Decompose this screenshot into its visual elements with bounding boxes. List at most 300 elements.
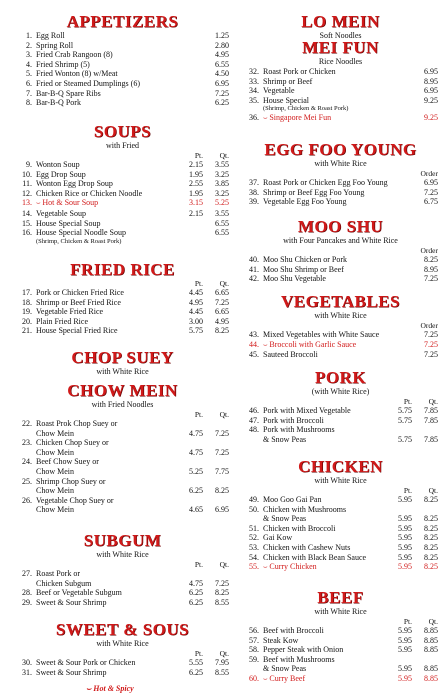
pint-price: 5.75: [398, 434, 412, 444]
item-number: 13.: [22, 198, 32, 208]
quart-price: 8.85: [424, 635, 438, 645]
item-name: Pepper Steak with Onion: [263, 645, 344, 655]
item-name: Wonton Egg Drop Soup: [36, 179, 113, 189]
item-number: 51.: [249, 523, 259, 533]
quart-price: 8.25: [424, 523, 438, 533]
item-number: 11.: [22, 179, 32, 189]
quart-price: 7.25: [215, 578, 229, 588]
sweet-sour-section: [16, 620, 229, 677]
price-header: [243, 321, 438, 330]
vegetables-section: [243, 292, 438, 360]
item-name-line2: Chow Mein: [36, 486, 74, 496]
item-number: 19.: [22, 307, 32, 317]
quart-price: 8.85: [424, 673, 438, 683]
item-number: 53.: [249, 542, 259, 552]
pint-price: 4.65: [189, 505, 203, 515]
item-name-line2: Chicken Subgum: [36, 578, 92, 588]
menu-item: [16, 658, 229, 668]
menu-item: [16, 496, 229, 506]
item-name: Fried Shrimp (5): [36, 59, 90, 69]
menu-item: [16, 457, 229, 467]
section-subtitle: Soft Noodles: [319, 31, 362, 40]
item-name: Roast Prok Chop Suey or: [36, 419, 118, 428]
section-title: SOUPS: [93, 122, 152, 141]
quart-price: 6.95: [215, 505, 229, 515]
pint-price: 1.95: [189, 188, 203, 198]
item-name-line2: Chow Mein: [36, 466, 74, 476]
chili-pepper-icon: ⌣: [263, 114, 270, 123]
item-name: Shrimp or Beef Fried Rice: [36, 297, 121, 307]
menu-item: [243, 655, 438, 665]
chili-pepper-icon: ⌣: [263, 674, 270, 683]
section-subtitle: with White Rice: [96, 550, 149, 559]
item-name: Vegetable Fried Rice: [36, 307, 104, 317]
pint-price: 4.45: [189, 288, 203, 297]
item-number: 12.: [22, 188, 32, 198]
item-number: 60.: [249, 673, 259, 683]
item-name: Sweet & Sour Shrimp: [36, 667, 107, 677]
pint-label: Pt.: [194, 151, 203, 160]
item-number: 31.: [22, 667, 32, 677]
item-name: Fried Wonton (8) w/Meat: [36, 69, 118, 79]
item-number: 24.: [22, 457, 32, 467]
item-name: Beef with Broccoli: [263, 626, 324, 635]
menu-item: [16, 69, 229, 79]
menu-item: [16, 438, 229, 448]
pint-price: 6.25: [189, 667, 203, 677]
pint-price: 4.75: [189, 447, 203, 457]
item-number: 55.: [249, 562, 259, 572]
chop-suey-section: [16, 348, 229, 377]
item-name: Wonton Soup: [36, 160, 80, 169]
item-name: Steak Kow: [263, 635, 299, 645]
menu-item: [243, 505, 438, 515]
section-subtitle: with White Rice: [314, 607, 367, 616]
menu-item: [243, 96, 438, 106]
quart-price: 8.85: [424, 626, 438, 635]
menu-item: [243, 495, 438, 505]
item-price: 9.25: [424, 113, 438, 123]
item-name: ⌣ Curry Beef: [263, 673, 306, 683]
quart-price: 6.65: [215, 307, 229, 317]
quart-price: 8.85: [424, 664, 438, 674]
quart-price: 7.25: [215, 447, 229, 457]
item-price: 7.25: [424, 274, 438, 284]
item-name: Gai Kow: [263, 533, 293, 543]
section-subtitle: Rice Noodles: [318, 57, 363, 66]
price-header: [243, 169, 438, 178]
pint-price: 3.00: [189, 316, 203, 326]
pint-price: 5.95: [398, 664, 412, 674]
pint-price: 5.95: [398, 562, 412, 572]
section-title: PORK: [314, 368, 367, 387]
item-name: Beef or Vegetable Subgum: [36, 588, 122, 598]
item-name: Fried Crab Rangoon (8): [36, 50, 113, 60]
item-number: 35.: [249, 95, 259, 105]
menu-item: [243, 67, 438, 77]
quart-label: Qt.: [219, 649, 229, 658]
item-name: Chicken Rice or Chicken Noodle: [36, 188, 143, 198]
item-price: 8.95: [424, 76, 438, 86]
pint-label: Pt.: [194, 560, 203, 569]
quart-price: 3.25: [215, 188, 229, 198]
quart-price: 7.85: [424, 406, 438, 415]
item-price: 7.25: [424, 330, 438, 339]
item-number: 7.: [26, 88, 32, 98]
item-number: 36.: [249, 113, 259, 123]
item-name-line2: & Snow Peas: [263, 434, 307, 444]
quart-price: 8.25: [215, 588, 229, 598]
quart-price: 7.25: [215, 297, 229, 307]
menu-item: [16, 41, 229, 51]
item-name: Chicken with Black Bean Sauce: [263, 552, 367, 562]
item-number: 49.: [249, 495, 259, 504]
menu-item: [16, 31, 229, 41]
item-name: Sweet & Sour Pork or Chicken: [36, 658, 136, 667]
pork-section: [243, 368, 438, 444]
egg-foo-young-section: [243, 140, 438, 207]
item-name: Roast Pork or Chicken Egg Foo Young: [263, 178, 388, 187]
section-title: CHOP SUEY: [71, 348, 174, 367]
pint-price: 5.95: [398, 533, 412, 543]
section-subtitle: with White Rice: [96, 367, 149, 376]
menu-item: [16, 288, 229, 298]
menu-item: [16, 569, 229, 579]
item-price: 6.25: [215, 98, 229, 108]
item-price: 7.25: [424, 187, 438, 197]
item-name: Vegetable: [263, 86, 295, 96]
item-name: Pork with Broccoli: [263, 415, 324, 425]
item-name: Sauteed Broccoli: [263, 350, 318, 360]
item-number: 57.: [249, 635, 259, 645]
item-name: Roast Pork or: [36, 569, 80, 578]
pint-label: Pt.: [403, 397, 412, 406]
menu-item: [16, 60, 229, 70]
quart-price: 8.25: [424, 552, 438, 562]
pint-price: 4.75: [189, 428, 203, 438]
quart-price: 4.95: [215, 316, 229, 326]
price-header: [16, 649, 229, 658]
item-price: 6.95: [424, 178, 438, 187]
menu-item: [243, 188, 438, 198]
price-header: [243, 486, 438, 495]
menu-item: [243, 626, 438, 636]
menu-item: [243, 636, 438, 646]
item-name: Mixed Vegetables with White Sauce: [263, 330, 380, 339]
item-number: 21.: [22, 326, 32, 336]
menu-item: [243, 425, 438, 435]
menu-item: [243, 197, 438, 207]
quart-price: 7.85: [424, 415, 438, 425]
menu-item-continued: [243, 435, 438, 445]
pint-price: 5.75: [398, 406, 412, 415]
item-price: 6.55: [215, 59, 229, 69]
section-title: VEGETABLES: [280, 292, 400, 311]
section-title: BEEF: [317, 588, 364, 607]
item-name: Pork or Chicken Fried Rice: [36, 288, 124, 297]
section-title: APPETIZERS: [66, 12, 179, 31]
item-number: 3.: [26, 50, 32, 60]
item-number: 45.: [249, 350, 259, 360]
chow-mein-section: [16, 381, 229, 515]
item-number: 4.: [26, 59, 32, 69]
pint-price: 5.95: [398, 645, 412, 655]
item-name: Egg Drop Soup: [36, 169, 86, 179]
menu-item: [243, 330, 438, 340]
price-header: [16, 560, 229, 569]
item-number: 2.: [26, 40, 32, 50]
section-subtitle: with White Rice: [314, 159, 367, 168]
quart-label: Qt.: [219, 560, 229, 569]
menu-item-continued: [16, 467, 229, 477]
quart-price: 7.25: [215, 428, 229, 438]
soups-section: [16, 122, 229, 246]
pint-price: 4.45: [189, 307, 203, 317]
pint-price: 5.95: [398, 523, 412, 533]
moo-shu-section: [243, 217, 438, 284]
quart-price: 8.25: [424, 533, 438, 543]
price-header: [16, 279, 229, 288]
lo-mein-section: [243, 12, 438, 41]
menu-item: [16, 228, 229, 238]
item-name: Moo Shu Chicken or Pork: [263, 255, 347, 264]
menu-item: [16, 317, 229, 327]
item-price: 9.25: [424, 95, 438, 105]
item-price: 7.25: [215, 88, 229, 98]
item-name: Vegetable Chop Suey or: [36, 495, 114, 505]
menu-item: [243, 113, 438, 124]
item-name-line2: Chow Mein: [36, 505, 74, 515]
item-name: Chicken Chop Suey or: [36, 438, 109, 448]
pint-label: Pt.: [403, 617, 412, 626]
item-price: 6.95: [215, 78, 229, 88]
menu-item: [243, 350, 438, 360]
quart-price: 6.55: [215, 228, 229, 238]
pint-price: 5.25: [189, 466, 203, 476]
price-header: [243, 246, 438, 255]
menu-item: [243, 416, 438, 426]
item-name-line2: & Snow Peas: [263, 514, 307, 524]
pint-price: 4.75: [189, 578, 203, 588]
quart-price: 8.25: [215, 326, 229, 336]
item-price: 6.95: [424, 67, 438, 76]
order-label: Order: [420, 321, 438, 330]
item-note: (Shrimp, Chicken & Roast Pork): [36, 237, 122, 245]
item-name: Chicken with Mushrooms: [263, 504, 347, 514]
pint-label: Pt.: [403, 486, 412, 495]
beef-section: [243, 588, 438, 685]
section-subtitle: with Fried: [105, 141, 140, 150]
menu-item: [243, 543, 438, 553]
quart-price: 8.25: [424, 542, 438, 552]
item-name: House Special: [263, 95, 309, 105]
item-name: Pork with Mixed Vegetable: [263, 406, 351, 415]
pint-price: 5.95: [398, 635, 412, 645]
menu-item: [243, 86, 438, 96]
item-number: 25.: [22, 476, 32, 486]
item-number: 48.: [249, 425, 259, 435]
quart-label: Qt.: [428, 486, 438, 495]
item-name: House Special Soup: [36, 218, 101, 228]
item-number: 42.: [249, 274, 259, 284]
item-number: 26.: [22, 495, 32, 505]
quart-price: 8.55: [215, 597, 229, 607]
pint-price: 1.95: [189, 169, 203, 179]
menu-right-column: [229, 0, 446, 700]
item-number: 14.: [22, 208, 32, 218]
menu-item: [243, 533, 438, 543]
item-name: Fried or Steamed Dumplings (6): [36, 78, 140, 88]
menu-item: [16, 198, 229, 209]
menu-item: [243, 265, 438, 275]
menu-item: [243, 255, 438, 265]
quart-label: Qt.: [219, 279, 229, 288]
item-price: 7.25: [424, 339, 438, 349]
item-number: 30.: [22, 658, 32, 667]
item-name: Chicken with Cashew Nuts: [263, 542, 351, 552]
pint-price: 5.95: [398, 673, 412, 683]
quart-price: 8.25: [215, 486, 229, 496]
menu-item: [243, 77, 438, 87]
item-name: Plain Fried Rice: [36, 316, 88, 326]
pint-price: 5.75: [189, 326, 203, 336]
item-price: 4.50: [215, 69, 229, 79]
menu-item: [243, 562, 438, 573]
menu-item-continued: [243, 514, 438, 524]
pint-price: 6.25: [189, 486, 203, 496]
quart-price: 3.25: [215, 169, 229, 179]
item-number: 52.: [249, 533, 259, 543]
menu-item: [16, 307, 229, 317]
quart-price: 3.55: [215, 208, 229, 218]
menu-item: [16, 209, 229, 219]
item-name: ⌣ Singapore Mei Fun: [263, 113, 332, 123]
menu-item-continued: [16, 486, 229, 496]
item-number: 8.: [26, 98, 32, 108]
menu-item: [243, 553, 438, 563]
section-title: SWEET & SOUS: [55, 620, 190, 639]
item-name: Sweet & Sour Shrimp: [36, 597, 107, 607]
item-number: 47.: [249, 415, 259, 425]
item-name: ⌣ Broccoli with Garlic Sauce: [263, 339, 357, 349]
mei-fun-section: [243, 38, 438, 124]
item-number: 10.: [22, 169, 32, 179]
item-number: 58.: [249, 645, 259, 655]
item-number: 16.: [22, 228, 32, 238]
item-number: 32.: [249, 67, 259, 76]
item-name: ⌣ Curry Chicken: [263, 562, 317, 572]
item-number: 40.: [249, 255, 259, 264]
menu-item: [243, 178, 438, 188]
item-number: 18.: [22, 297, 32, 307]
pint-price: 2.15: [189, 160, 203, 169]
pint-price: 5.75: [398, 415, 412, 425]
menu-item: [243, 524, 438, 534]
menu-item-continued: [16, 505, 229, 515]
item-name: Beef with Mushrooms: [263, 654, 335, 664]
item-name: House Special Noodle Soup: [36, 228, 126, 238]
item-name: Pork with Mushrooms: [263, 425, 335, 435]
item-number: 43.: [249, 330, 259, 339]
menu-item: [243, 274, 438, 284]
item-number: 22.: [22, 419, 32, 428]
item-number: 41.: [249, 264, 259, 274]
item-number: 38.: [249, 187, 259, 197]
menu-item: [16, 588, 229, 598]
section-subtitle: with White Rice: [314, 476, 367, 485]
item-price: 2.80: [215, 40, 229, 50]
item-number: 50.: [249, 504, 259, 514]
chicken-section: [243, 457, 438, 573]
quart-price: 8.85: [424, 645, 438, 655]
section-title: EGG FOO YOUNG: [264, 140, 417, 159]
item-name: Moo Shu Vegetable: [263, 274, 326, 284]
pint-label: Pt.: [194, 410, 203, 419]
menu-item: [243, 645, 438, 655]
item-name: Bar-B-Q Pork: [36, 98, 81, 108]
quart-price: 3.85: [215, 179, 229, 189]
item-note: (Shrimp, Chicken & Roast Pork): [263, 105, 349, 113]
section-title: MEI FUN: [302, 38, 379, 57]
quart-price: 6.65: [215, 288, 229, 297]
pint-label: Pt.: [194, 279, 203, 288]
subgum-section: [16, 531, 229, 607]
pint-price: 6.25: [189, 597, 203, 607]
menu-item: [16, 160, 229, 170]
menu-item: [16, 219, 229, 229]
item-name: Spring Roll: [36, 40, 74, 50]
item-number: 15.: [22, 218, 32, 228]
menu-item-continued: [16, 448, 229, 458]
item-name: Egg Roll: [36, 31, 65, 40]
item-number: 27.: [22, 569, 32, 578]
menu-item: [16, 477, 229, 487]
item-price: 4.95: [215, 50, 229, 60]
item-name: Vegetable Soup: [36, 208, 86, 218]
item-name: Moo Shu Shrimp or Beef: [263, 264, 344, 274]
quart-price: 3.55: [215, 160, 229, 169]
section-subtitle: with Four Pancakes and White Rice: [283, 236, 398, 245]
chili-pepper-icon: ⌣: [36, 199, 43, 208]
appetizers-section: [16, 12, 229, 108]
item-price: 6.95: [424, 86, 438, 96]
pint-price: 6.25: [189, 588, 203, 598]
quart-price: 8.25: [424, 514, 438, 524]
item-number: 20.: [22, 316, 32, 326]
section-title: CHOW MEIN: [67, 381, 178, 400]
price-header: [16, 151, 229, 160]
menu-item: [16, 189, 229, 199]
item-name-line2: Chow Mein: [36, 428, 74, 438]
section-subtitle: with White Rice: [96, 639, 149, 648]
pint-label: Pt.: [194, 649, 203, 658]
menu-item: [16, 668, 229, 678]
section-subtitle: with White Rice: [314, 311, 367, 320]
item-price: 8.95: [424, 264, 438, 274]
menu-item: [16, 50, 229, 60]
section-title: MOO SHU: [297, 217, 384, 236]
item-number: 6.: [26, 78, 32, 88]
menu-item-continued: [16, 579, 229, 589]
menu-item-continued: [243, 664, 438, 674]
item-number: 54.: [249, 552, 259, 562]
order-label: Order: [420, 246, 438, 255]
price-header: [243, 397, 438, 406]
order-label: Order: [420, 169, 438, 178]
pint-price: 3.15: [189, 198, 203, 208]
quart-price: 7.75: [215, 466, 229, 476]
item-name: House Special Fried Rice: [36, 326, 118, 336]
